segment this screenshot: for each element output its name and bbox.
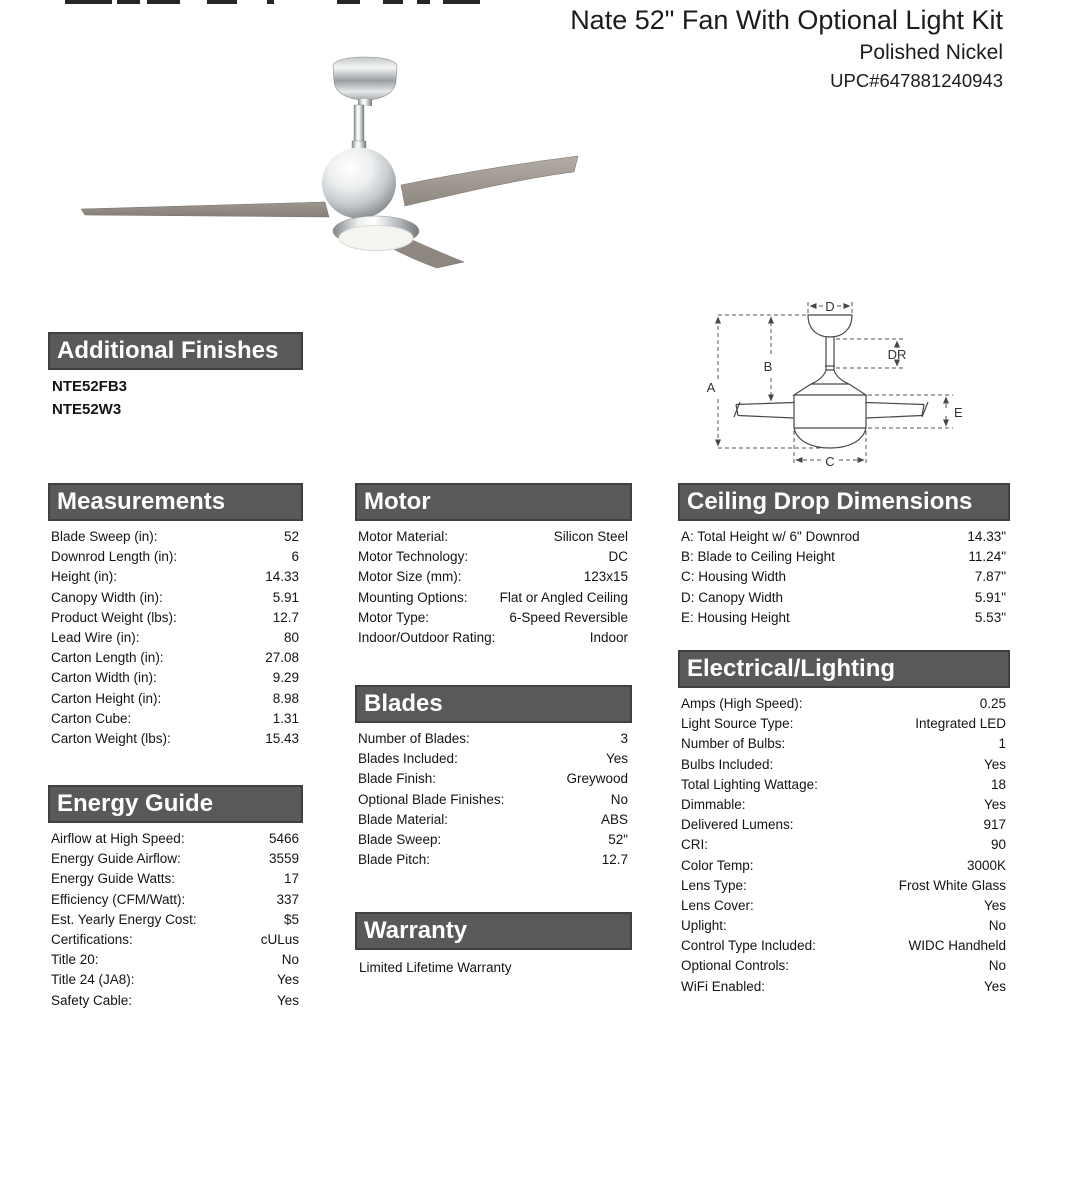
spec-value: Yes xyxy=(983,978,1006,994)
spec-row xyxy=(48,567,303,587)
spec-value: 3 xyxy=(620,731,628,746)
spec-value: 52" xyxy=(608,831,628,847)
spec-label: Dimmable: xyxy=(681,796,746,812)
spec-value: 52 xyxy=(283,529,299,544)
measurements-section xyxy=(48,483,303,749)
energy-guide-rows xyxy=(48,829,303,1011)
finish-name: Polished Nickel xyxy=(859,41,1003,64)
spec-label: Light Source Type: xyxy=(681,716,794,732)
spec-label: Height (in): xyxy=(51,569,118,585)
spec-label: Blade Material: xyxy=(358,811,449,827)
spec-label: Delivered Lumens: xyxy=(681,817,794,833)
spec-row xyxy=(48,970,303,990)
spec-value: 14.33" xyxy=(967,529,1006,544)
section-title: Energy Guide xyxy=(57,790,214,817)
spec-label: Motor Technology: xyxy=(358,549,469,565)
spec-label: Color Temp: xyxy=(681,857,754,873)
section-title: Measurements xyxy=(57,488,226,515)
spec-label: Blade Sweep (in): xyxy=(51,529,158,544)
spec-row xyxy=(678,936,1010,956)
spec-row xyxy=(355,729,632,749)
spec-row xyxy=(355,567,632,587)
spec-label: Blades Included: xyxy=(358,751,458,767)
spec-value: 917 xyxy=(983,817,1006,833)
spec-row xyxy=(48,648,303,668)
spec-row xyxy=(678,608,1010,628)
electrical-rows xyxy=(678,694,1010,997)
spec-label: Lead Wire (in): xyxy=(51,629,140,645)
spec-row xyxy=(355,749,632,769)
spec-label: Uplight: xyxy=(681,918,727,934)
spec-label: Product Weight (lbs): xyxy=(51,609,177,625)
spec-row xyxy=(48,849,303,869)
warranty-header xyxy=(355,912,632,950)
spec-label: Lens Cover: xyxy=(681,897,754,913)
section-title: Electrical/Lighting xyxy=(687,655,896,682)
spec-value: 1 xyxy=(998,736,1006,752)
spec-value: 11.24" xyxy=(968,549,1006,565)
spec-row xyxy=(678,694,1010,714)
spec-label: Carton Length (in): xyxy=(51,650,164,666)
spec-value: Integrated LED xyxy=(915,716,1006,732)
warranty-section xyxy=(355,912,632,977)
spec-label: A: Total Height w/ 6" Downrod xyxy=(681,529,860,544)
motor-rows xyxy=(355,527,632,648)
measurements-header xyxy=(48,483,303,521)
spec-value: 18 xyxy=(990,776,1006,792)
spec-value: WIDC Handheld xyxy=(908,938,1006,954)
spec-row xyxy=(678,896,1010,916)
dim-label-e: E xyxy=(954,405,963,420)
spec-value: cULus xyxy=(260,931,299,947)
spec-row xyxy=(355,527,632,547)
spec-label: Canopy Width (in): xyxy=(51,589,163,605)
spec-row xyxy=(678,916,1010,936)
spec-row xyxy=(355,588,632,608)
spec-row xyxy=(48,991,303,1011)
spec-row xyxy=(678,714,1010,734)
spec-row xyxy=(678,775,1010,795)
spec-value: Greywood xyxy=(566,771,628,787)
finish-model-number: NTE52W3 xyxy=(52,401,122,418)
spec-row xyxy=(355,790,632,810)
spec-row xyxy=(48,527,303,547)
spec-label: Blade Sweep: xyxy=(358,831,442,847)
spec-row xyxy=(355,769,632,789)
spec-label: Carton Height (in): xyxy=(51,690,162,706)
spec-label: Carton Cube: xyxy=(51,710,132,726)
additional-finishes-header xyxy=(48,332,303,370)
spec-row xyxy=(48,829,303,849)
energy-guide-section xyxy=(48,785,303,1011)
spec-value: 6-Speed Reversible xyxy=(509,609,628,625)
spec-value: 6 xyxy=(291,549,299,565)
spec-label: Motor Size (mm): xyxy=(358,569,462,585)
spec-label: D: Canopy Width xyxy=(681,589,784,605)
spec-label: Title 20: xyxy=(51,952,99,968)
spec-value: Yes xyxy=(276,972,299,988)
spec-value: Flat or Angled Ceiling xyxy=(499,589,628,605)
spec-row xyxy=(678,795,1010,815)
spec-row xyxy=(48,668,303,688)
page-title: Nate 52" Fan With Optional Light Kit xyxy=(570,5,1003,35)
spec-row xyxy=(678,835,1010,855)
spec-value: 5.91 xyxy=(272,589,299,605)
spec-value: 27.08 xyxy=(265,650,299,666)
motor-section xyxy=(355,483,632,648)
finish-list xyxy=(48,375,303,421)
spec-value: 337 xyxy=(276,891,299,907)
spec-row xyxy=(678,856,1010,876)
spec-label: Certifications: xyxy=(51,931,133,947)
warranty-text: Limited Lifetime Warranty xyxy=(359,960,512,975)
motor-header xyxy=(355,483,632,521)
spec-label: B: Blade to Ceiling Height xyxy=(681,549,835,565)
spec-row xyxy=(678,734,1010,754)
section-title: Blades xyxy=(364,690,443,717)
spec-label: C: Housing Width xyxy=(681,569,787,585)
spec-value: 1.31 xyxy=(272,710,299,726)
blades-rows xyxy=(355,729,632,870)
spec-row xyxy=(678,815,1010,835)
spec-value: Yes xyxy=(983,756,1006,772)
spec-value: 7.87" xyxy=(974,569,1006,585)
spec-row xyxy=(48,608,303,628)
spec-label: Indoor/Outdoor Rating: xyxy=(358,629,496,645)
spec-label: Energy Guide Airflow: xyxy=(51,851,181,867)
spec-value: $5 xyxy=(283,911,299,927)
spec-value: 80 xyxy=(283,629,299,645)
spec-row xyxy=(678,755,1010,775)
spec-label: Blade Pitch: xyxy=(358,852,431,868)
spec-value: 0.25 xyxy=(979,696,1006,711)
spec-row xyxy=(355,810,632,830)
additional-finishes-section xyxy=(48,332,303,421)
spec-row xyxy=(48,930,303,950)
spec-value: Frost White Glass xyxy=(898,877,1006,893)
spec-value: 5466 xyxy=(268,831,299,846)
spec-label: Lens Type: xyxy=(681,877,747,893)
blades-header xyxy=(355,685,632,723)
spec-label: Bulbs Included: xyxy=(681,756,774,772)
ceiling-drop-section xyxy=(678,483,1010,628)
spec-value: DC xyxy=(608,549,628,565)
spec-value: Yes xyxy=(983,796,1006,812)
spec-value: 15.43 xyxy=(265,730,299,746)
spec-label: WiFi Enabled: xyxy=(681,978,766,994)
spec-label: Carton Weight (lbs): xyxy=(51,730,171,746)
spec-value: Yes xyxy=(276,992,299,1008)
spec-label: Control Type Included: xyxy=(681,938,816,954)
spec-value: No xyxy=(281,952,299,968)
section-title: Additional Finishes xyxy=(57,337,279,364)
spec-row xyxy=(678,567,1010,587)
spec-label: Motor Material: xyxy=(358,529,449,544)
spec-label: Est. Yearly Energy Cost: xyxy=(51,911,197,927)
section-title: Warranty xyxy=(364,917,468,944)
spec-row xyxy=(678,956,1010,976)
spec-row xyxy=(48,547,303,567)
spec-value: 3000K xyxy=(966,857,1006,873)
spec-row xyxy=(678,977,1010,997)
spec-label: Optional Controls: xyxy=(681,958,790,974)
dim-label-a: A xyxy=(706,380,716,395)
spec-value: 12.7 xyxy=(601,852,628,868)
spec-label: CRI: xyxy=(681,837,708,853)
electrical-header xyxy=(678,650,1010,688)
spec-value: Indoor xyxy=(589,629,628,645)
fan-product-image xyxy=(75,35,675,285)
energy-guide-header xyxy=(48,785,303,823)
spec-label: E: Housing Height xyxy=(681,609,790,625)
spec-value: 9.29 xyxy=(272,670,299,686)
spec-value: Yes xyxy=(983,897,1006,913)
spec-value: Yes xyxy=(605,751,628,767)
spec-row xyxy=(48,950,303,970)
spec-row xyxy=(48,869,303,889)
spec-label: Airflow at High Speed: xyxy=(51,831,185,846)
dim-label-c: C xyxy=(825,454,835,469)
spec-row xyxy=(48,729,303,749)
dim-label-b: B xyxy=(763,359,773,374)
spec-label: Downrod Length (in): xyxy=(51,549,178,565)
spec-value: 12.7 xyxy=(272,609,299,625)
spec-label: Total Lighting Wattage: xyxy=(681,776,818,792)
spec-row xyxy=(678,527,1010,547)
upc-code: UPC#647881240943 xyxy=(830,70,1003,91)
ceiling-drop-rows xyxy=(678,527,1010,628)
spec-row xyxy=(355,608,632,628)
dim-label-dr: DR xyxy=(887,347,907,362)
spec-label: Carton Width (in): xyxy=(51,670,157,686)
spec-label: Efficiency (CFM/Watt): xyxy=(51,891,186,907)
spec-value: 17 xyxy=(283,871,299,887)
spec-row xyxy=(678,588,1010,608)
spec-value: 5.91" xyxy=(974,589,1006,605)
measurements-rows xyxy=(48,527,303,749)
spec-value: 3559 xyxy=(268,851,299,867)
spec-row xyxy=(48,709,303,729)
cropped-logo-marks xyxy=(0,0,540,5)
spec-value: ABS xyxy=(600,811,628,827)
spec-value: 123x15 xyxy=(583,569,628,585)
spec-value: No xyxy=(988,958,1006,974)
spec-row xyxy=(48,910,303,930)
spec-value: 8.98 xyxy=(272,690,299,706)
blades-section xyxy=(355,685,632,870)
spec-value: No xyxy=(610,791,628,807)
dimension-diagram xyxy=(690,282,1000,477)
spec-label: Mounting Options: xyxy=(358,589,468,605)
electrical-section xyxy=(678,650,1010,997)
spec-label: Safety Cable: xyxy=(51,992,133,1008)
spec-label: Amps (High Speed): xyxy=(681,696,803,711)
spec-value: 14.33 xyxy=(265,569,299,585)
spec-label: Title 24 (JA8): xyxy=(51,972,135,988)
spec-row xyxy=(48,628,303,648)
spec-row xyxy=(678,876,1010,896)
section-title: Ceiling Drop Dimensions xyxy=(687,488,973,515)
spec-value: 5.53" xyxy=(974,609,1006,625)
dim-label-d: D xyxy=(825,299,835,314)
spec-label: Number of Bulbs: xyxy=(681,736,786,752)
spec-row xyxy=(355,547,632,567)
spec-value: Silicon Steel xyxy=(553,529,628,544)
ceiling-drop-header xyxy=(678,483,1010,521)
spec-value: No xyxy=(988,918,1006,934)
spec-row xyxy=(48,689,303,709)
spec-label: Number of Blades: xyxy=(358,731,470,746)
spec-label: Blade Finish: xyxy=(358,771,437,787)
finish-model-number: NTE52FB3 xyxy=(52,378,128,395)
spec-label: Energy Guide Watts: xyxy=(51,871,176,887)
spec-row xyxy=(355,830,632,850)
section-title: Motor xyxy=(364,488,431,515)
spec-value: 90 xyxy=(990,837,1006,853)
spec-row xyxy=(355,850,632,870)
spec-row xyxy=(678,547,1010,567)
spec-row xyxy=(48,890,303,910)
spec-row xyxy=(355,628,632,648)
spec-label: Optional Blade Finishes: xyxy=(358,791,505,807)
spec-label: Motor Type: xyxy=(358,609,430,625)
spec-row xyxy=(48,588,303,608)
